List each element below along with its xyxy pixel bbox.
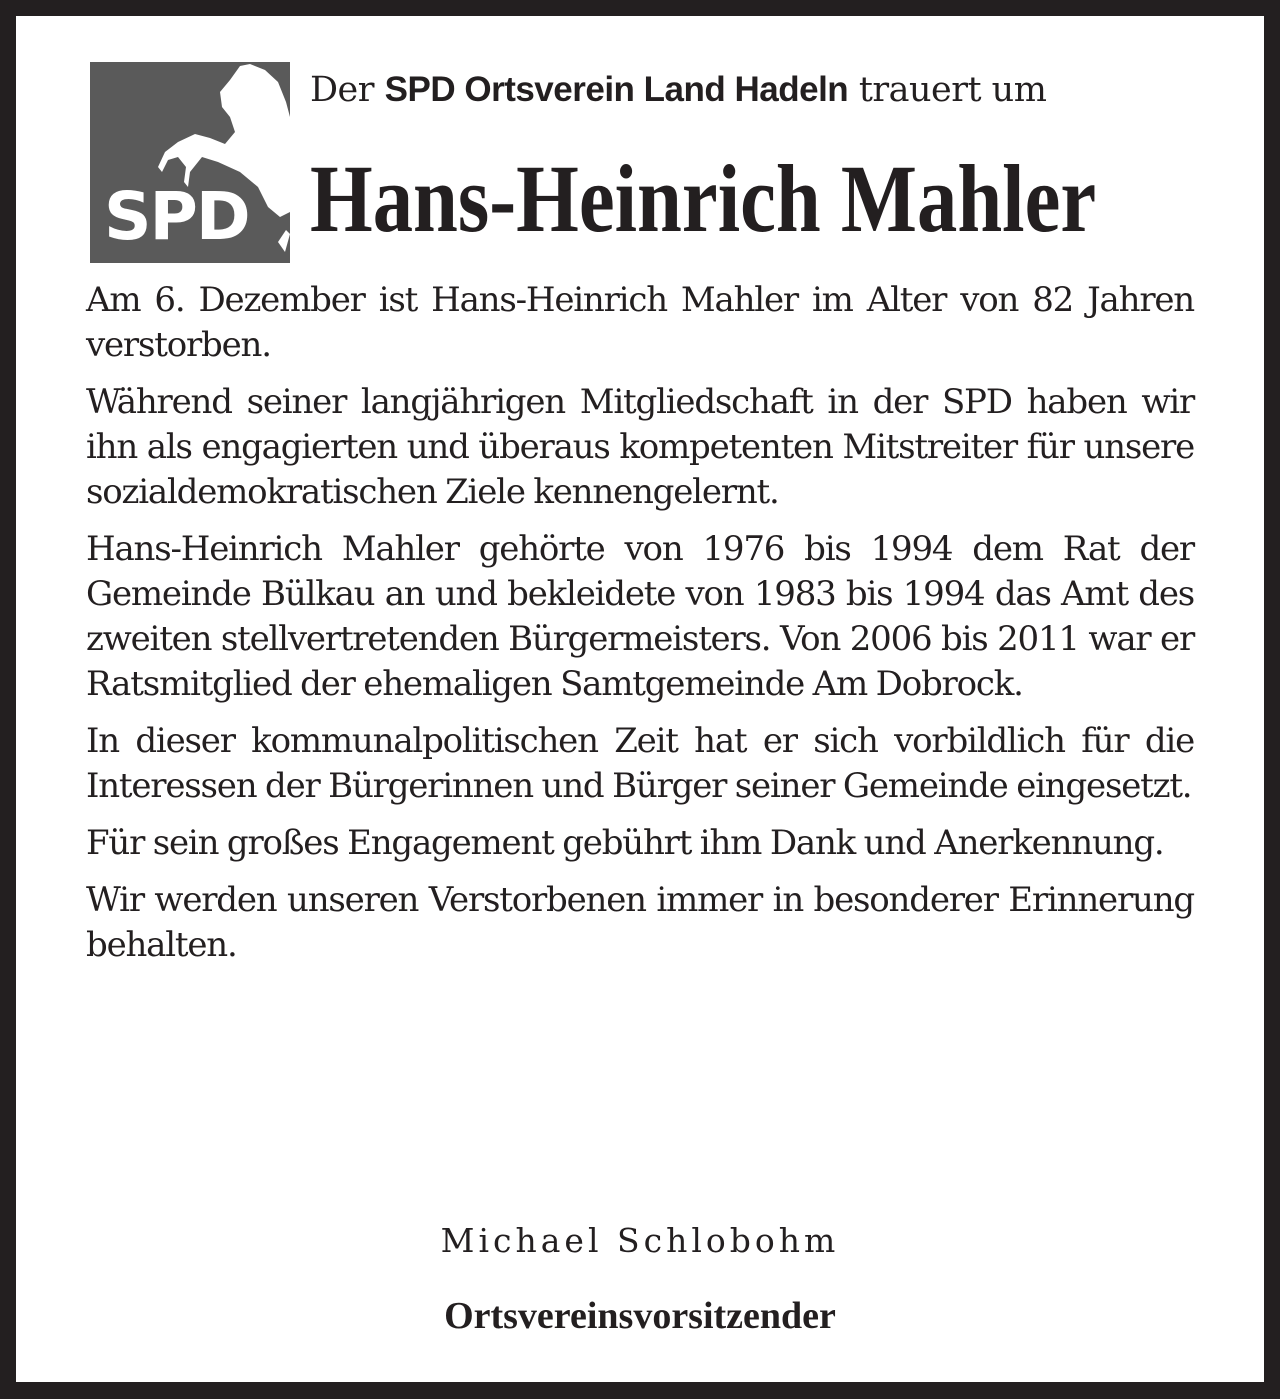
paragraph: Wir werden unseren Verstorbenen immer in besonderer Erinnerung behalten. <box>86 880 1194 965</box>
paragraph: Für sein großes Engagement gebührt ihm Dank und Anerkennung. <box>86 823 1164 863</box>
paragraph: In dieser kommunalpolitischen Zeit hat er sich vorbildlich für die Interessen der Bürgerinnen und Bürger seiner Gemeinde eingesetzt. <box>86 721 1194 806</box>
organization-name: SPD Ortsverein Land Hadeln <box>384 70 849 109</box>
intro-prefix: Der <box>310 70 375 110</box>
intro-suffix: trauert um <box>858 70 1047 110</box>
spd-logo <box>90 62 290 263</box>
paragraph: Während seiner langjährigen Mitgliedschaft in der SPD haben wir ihn als engagierten und überaus kompetenten Mitstreiter für unsere sozialdemokratischen Ziele kennengelernt. <box>86 382 1194 512</box>
logo-text: SPD <box>104 178 249 255</box>
signature-name: Michael Schlobohm <box>440 1221 840 1260</box>
paragraph: Am 6. Dezember ist Hans-Heinrich Mahler im Alter von 82 Jahren verstorben. <box>86 280 1194 365</box>
obituary-body <box>86 278 1194 980</box>
paragraph: Hans-Heinrich Mahler gehörte von 1976 bis 1994 dem Rat der Gemeinde Bülkau an und bekleidete von 1983 bis 1994 das Amt des zweiten stellvertretenden Bürgermeisters. Von 2006 bis 2011 war er Ratsmitglied der ehemaligen Samtgemeinde Am Dobrock. <box>86 529 1194 704</box>
signature-title: Ortsvereinsvorsitzender <box>444 1295 836 1337</box>
intro-line <box>310 70 1046 110</box>
deceased-name: Hans-Heinrich Mahler <box>310 145 1097 252</box>
obituary-notice <box>16 16 1264 1382</box>
